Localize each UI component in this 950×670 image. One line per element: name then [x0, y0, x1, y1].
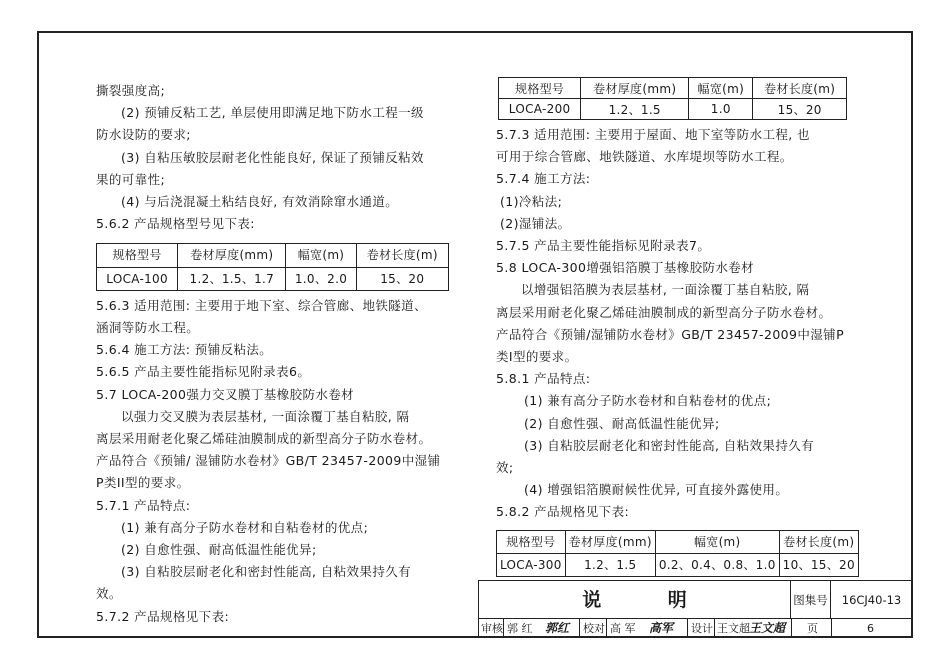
text-line: 以强力交叉膜为表层基材, 一面涂覆丁基自粘胶, 隔: [121, 408, 410, 424]
atlas-number: 16CJ40-13: [831, 581, 913, 619]
table-header: 幅宽(m): [689, 78, 753, 99]
table-header: 幅宽(m): [655, 530, 779, 553]
reviewer-signature: 郭红: [545, 621, 570, 635]
text-line: (4) 增强铝箔膜耐候性优异, 可直接外露使用。: [524, 482, 789, 498]
text-line: (3) 自粘胶层耐老化和密封性能高, 自粘效果持久有: [121, 564, 412, 580]
text-line: 5.7.3 适用范围: 主要用于屋面、地下室等防水工程, 也: [496, 127, 810, 142]
table-header: 卷材厚度(mm): [178, 244, 286, 267]
section-heading: 5.7.1 产品特点:: [96, 497, 191, 513]
text-line: 5.6.5 产品主要性能指标见附录表6。: [96, 364, 311, 380]
table-cell: 15、20: [753, 99, 847, 120]
table-header: 卷材厚度(mm): [581, 78, 689, 99]
left-column: [96, 80, 461, 628]
text-line: 类Ⅰ型的要求。: [496, 349, 578, 365]
section-heading: 5.8.2 产品规格见下表:: [496, 504, 630, 520]
text-line: 可用于综合管廊、地铁隧道、水库堤坝等防水工程。: [496, 149, 793, 165]
check-label: 校对: [583, 622, 605, 635]
text-line: 以增强铝箔膜为表层基材, 一面涂覆丁基自粘胶, 隔: [521, 282, 810, 298]
text-line: 效。: [96, 586, 122, 602]
text-line: 离层采用耐老化聚乙烯硅油膜制成的新型高分子防水卷材。: [496, 304, 832, 320]
signature-row: [479, 619, 913, 638]
text-line: (2) 自愈性强、耐高低温性能优异;: [524, 415, 720, 431]
text-line: (4) 与后浇混凝土粘结良好, 有效消除窜水通道。: [121, 194, 399, 210]
text-line: 产品符合《预铺/湿铺防水卷材》GB/T 23457-2009中湿铺P: [496, 326, 845, 342]
spec-table-loca-100: [96, 243, 449, 290]
text-line: (2)湿铺法。: [500, 215, 571, 231]
section-heading: 5.6.2 产品规格型号见下表:: [96, 216, 255, 232]
text-line: 离层采用耐老化聚乙烯硅油膜制成的新型高分子防水卷材。: [96, 431, 432, 447]
text-line: 产品符合《预铺/ 湿铺防水卷材》GB/T 23457-2009中湿铺: [96, 453, 441, 469]
spec-table-loca-200: [498, 77, 847, 120]
table-header: 卷材长度(m): [779, 530, 858, 553]
text-line: (2) 预铺反粘工艺, 单层使用即满足地下防水工程一级: [121, 105, 424, 121]
text-line: 5.7.5 产品主要性能指标见附录表7。: [496, 238, 711, 254]
table-cell: LOCA-100: [97, 267, 178, 290]
table-header: 卷材长度(m): [356, 244, 448, 267]
text-line: (1) 兼有高分子防水卷材和自粘卷材的优点;: [121, 519, 369, 535]
checker-signature: 高军: [649, 621, 674, 635]
text-line: 撕裂强度高;: [96, 83, 166, 98]
table-cell: 1.0: [689, 99, 753, 120]
section-heading: 5.7 LOCA-200强力交叉膜丁基橡胶防水卷材: [96, 386, 355, 402]
table-cell: LOCA-200: [499, 99, 581, 120]
text-line: (3) 自粘胶层耐老化和密封性能高, 自粘效果持久有: [524, 437, 815, 453]
page-label: 页: [807, 622, 818, 635]
section-heading: 5.8.1 产品特点:: [496, 371, 591, 387]
designer-signature: 王文超: [749, 621, 786, 635]
table-cell: 1.0、2.0: [286, 267, 356, 290]
title-block: [478, 580, 912, 637]
table-header: 规格型号: [497, 530, 566, 553]
text-line: 5.6.4 施工方法: 预铺反粘法。: [96, 342, 273, 358]
reviewer-name: 郭 红: [507, 622, 533, 635]
text-line: 果的可靠性;: [96, 171, 166, 187]
text-line: 5.6.3 适用范围: 主要用于地下室、综合管廊、地铁隧道、: [96, 297, 427, 313]
text-line: (2) 自愈性强、耐高低温性能优异;: [121, 542, 317, 558]
table-header: 规格型号: [97, 244, 178, 267]
table-cell: 1.2、1.5: [581, 99, 689, 120]
section-heading: 5.7.4 施工方法:: [496, 171, 591, 187]
table-cell: 1.2、1.5: [565, 553, 655, 576]
designer-name: 王文超: [717, 622, 750, 635]
drawing-title: 说 明: [479, 581, 791, 619]
table-header: 幅宽(m): [286, 244, 356, 267]
text-line: 效;: [496, 460, 514, 476]
table-cell: 15、20: [356, 267, 448, 290]
table-cell: LOCA-300: [497, 553, 566, 576]
table-header: 卷材厚度(mm): [565, 530, 655, 553]
spec-table-loca-300: [496, 530, 859, 577]
text-line: (1)冷粘法;: [500, 193, 563, 209]
section-heading: 5.7.2 产品规格见下表:: [96, 608, 230, 624]
table-cell: 0.2、0.4、0.8、1.0: [655, 553, 779, 576]
page-number: 6: [867, 622, 874, 635]
table-header: 卷材长度(m): [753, 78, 847, 99]
atlas-label: 图集号: [791, 581, 831, 619]
review-label: 审核: [481, 622, 503, 635]
table-header: 规格型号: [499, 78, 581, 99]
text-line: 防水设防的要求;: [96, 127, 191, 143]
text-line: (1) 兼有高分子防水卷材和自粘卷材的优点;: [524, 393, 772, 409]
table-cell: 10、15、20: [779, 553, 858, 576]
right-column: [496, 124, 858, 583]
text-line: P类II型的要求。: [96, 475, 190, 491]
text-line: 涵洞等防水工程。: [96, 320, 200, 336]
section-heading: 5.8 LOCA-300增强铝箔膜丁基橡胶防水卷材: [496, 260, 755, 276]
checker-name: 高 军: [610, 622, 636, 635]
text-line: (3) 自粘压敏胶层耐老化性能良好, 保证了预铺反粘效: [121, 149, 424, 165]
design-label: 设计: [691, 622, 713, 635]
table-cell: 1.2、1.5、1.7: [178, 267, 286, 290]
